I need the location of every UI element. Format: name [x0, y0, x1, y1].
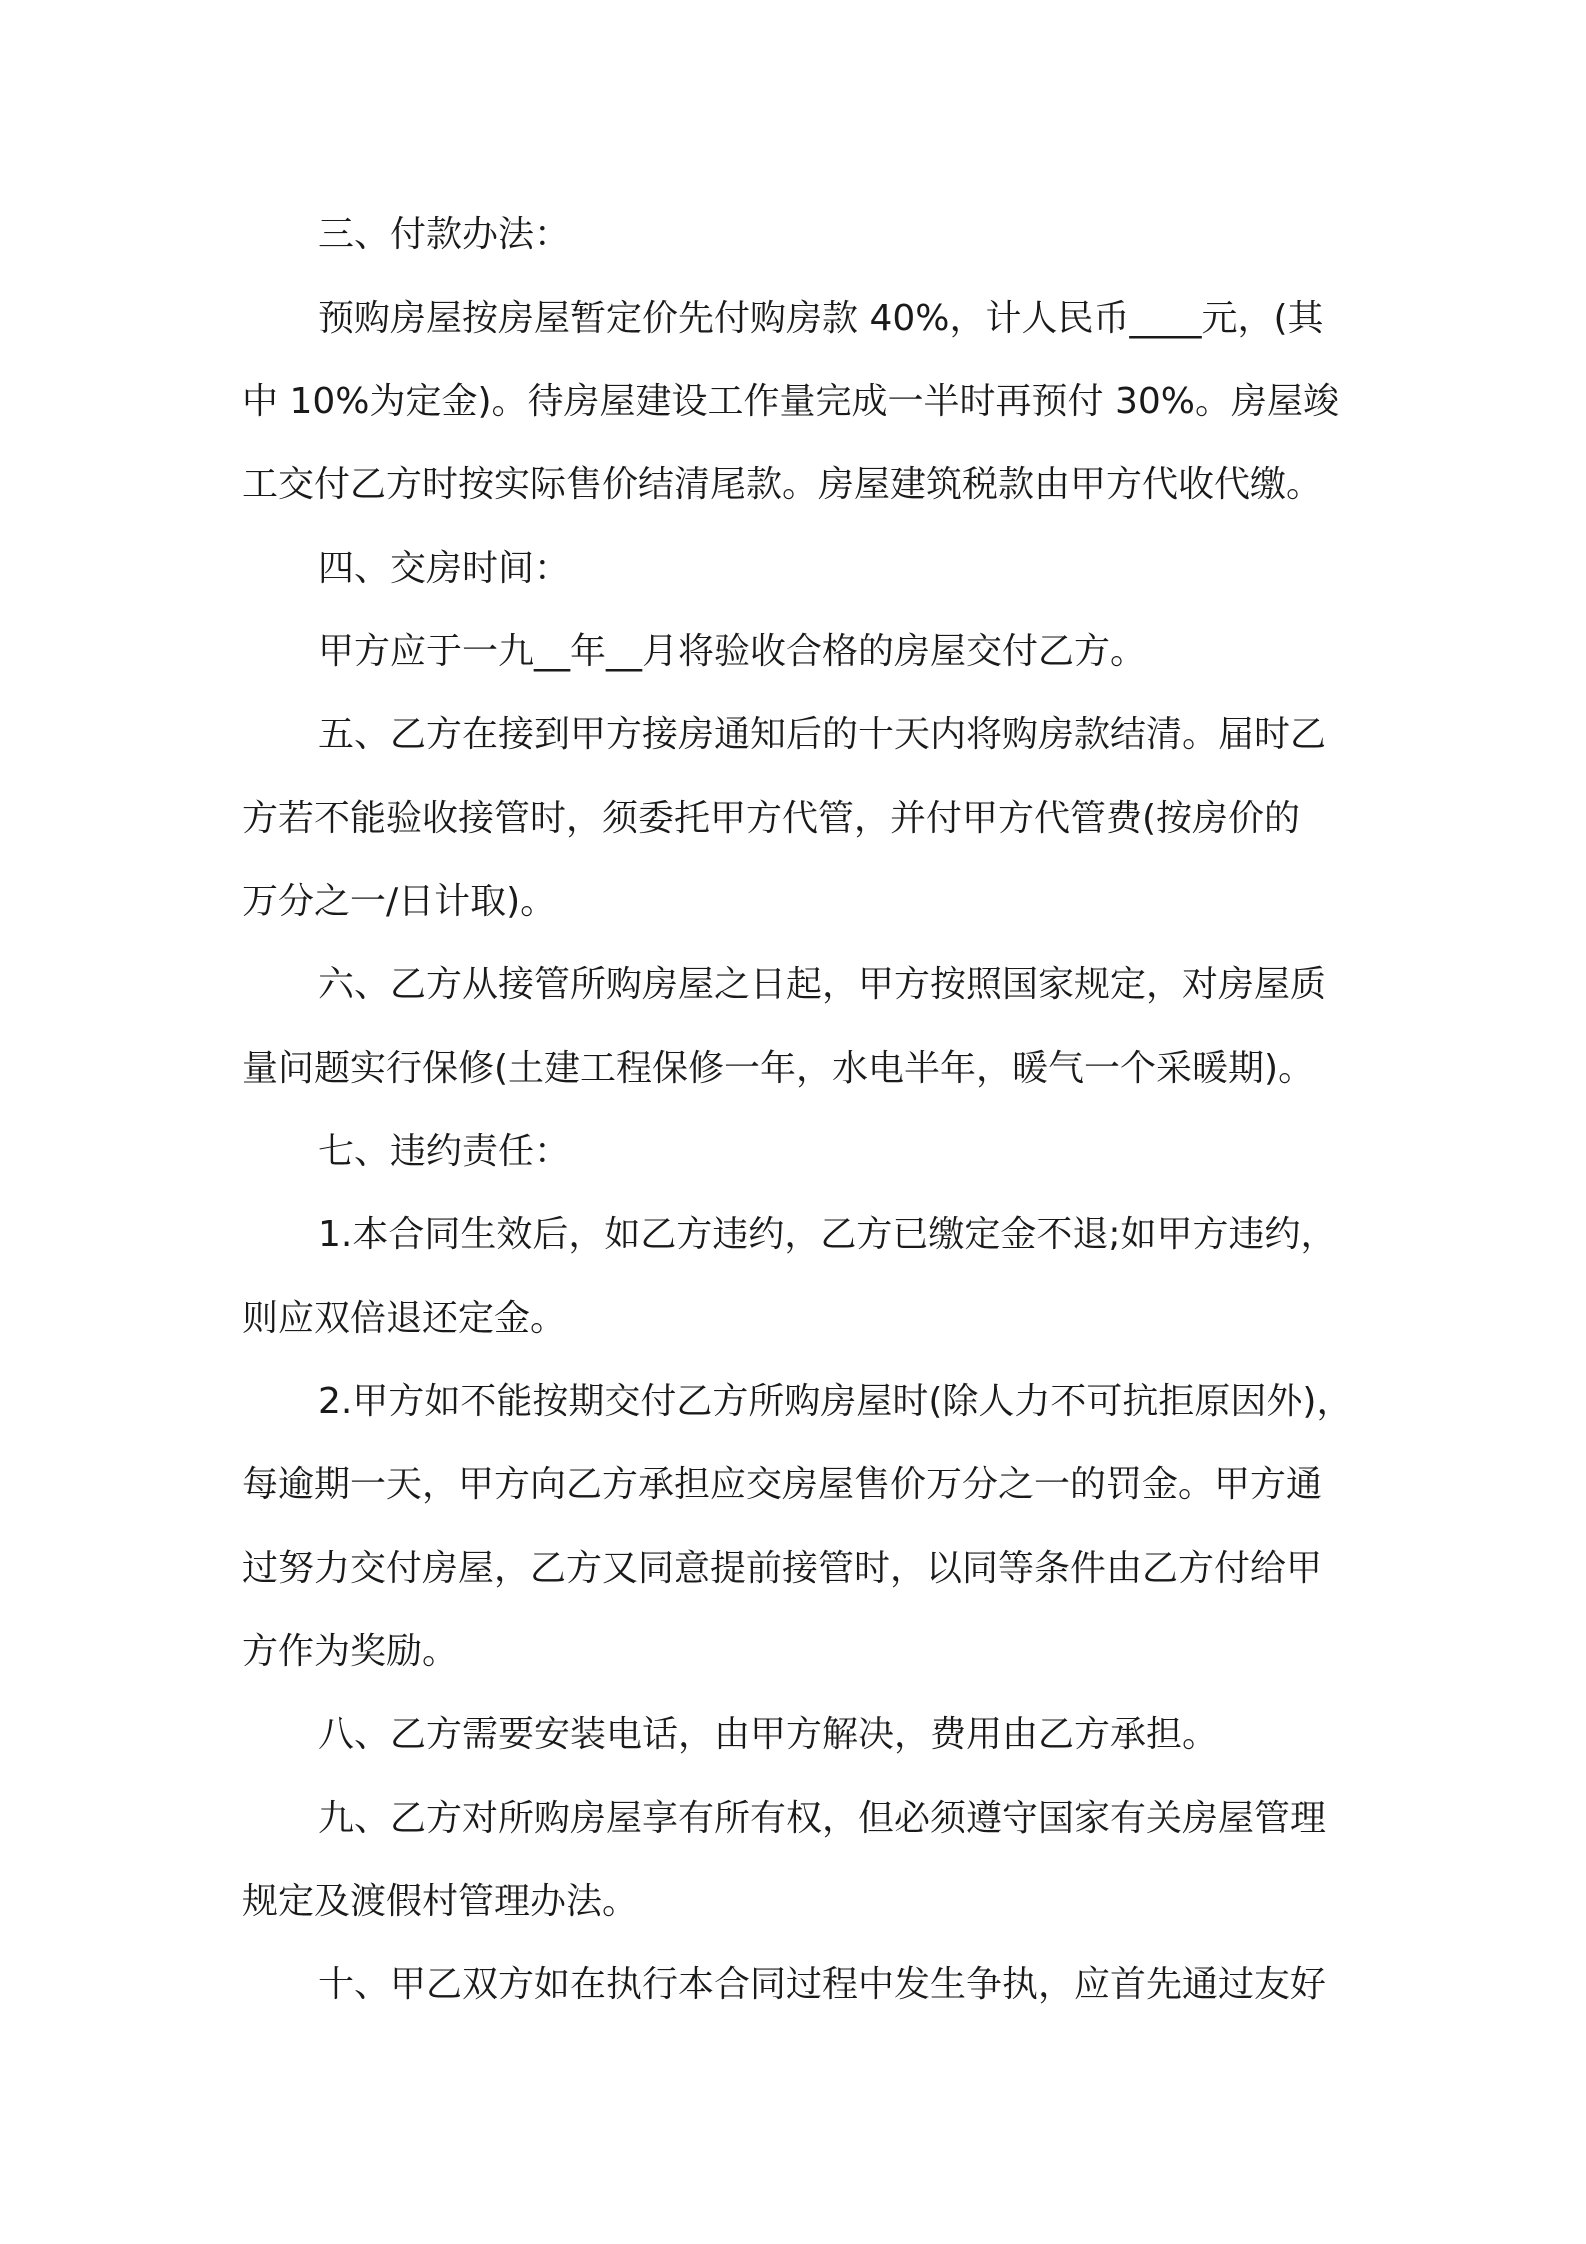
- paragraph-line: 规定及渡假村管理办法。: [242, 1881, 639, 1922]
- paragraph-line: 量问题实行保修(土建工程保修一年，水电半年，暖气一个采暖期)。: [242, 1048, 1315, 1089]
- paragraph-line: 工交付乙方时按实际售价结清尾款。房屋建筑税款由甲方代收代缴。: [242, 464, 1323, 505]
- paragraph-line: 2.甲方如不能按期交付乙方所购房屋时(除人力不可抗拒原因外)，: [318, 1381, 1353, 1422]
- paragraph-line: 十、甲乙双方如在执行本合同过程中发生争执，应首先通过友好: [318, 1964, 1327, 2005]
- paragraph-line: 方若不能验收接管时，须委托甲方代管，并付甲方代管费(按房价的: [242, 798, 1301, 839]
- section-heading-delivery-time: 四、交房时间：: [318, 548, 571, 589]
- paragraph-line: 九、乙方对所购房屋享有所有权，但必须遵守国家有关房屋管理: [318, 1798, 1327, 1839]
- paragraph-line: 五、乙方在接到甲方接房通知后的十天内将购房款结清。届时乙: [318, 714, 1327, 755]
- paragraph-line: 六、乙方从接管所购房屋之日起，甲方按照国家规定，对房屋质: [318, 964, 1327, 1005]
- paragraph-line: 八、乙方需要安装电话，由甲方解决，费用由乙方承担。: [318, 1714, 1219, 1755]
- paragraph-line: 每逾期一天，甲方向乙方承担应交房屋售价万分之一的罚金。甲方通: [242, 1464, 1323, 1505]
- paragraph-line: 过努力交付房屋，乙方又同意提前接管时，以同等条件由乙方付给甲: [242, 1548, 1323, 1589]
- paragraph-line: 中 10%为定金)。待房屋建设工作量完成一半时再预付 30%。房屋竣: [242, 381, 1339, 422]
- paragraph-line: 甲方应于一九__年__月将验收合格的房屋交付乙方。: [318, 631, 1147, 672]
- paragraph-line: 方作为奖励。: [242, 1631, 459, 1672]
- paragraph-line: 预购房屋按房屋暂定价先付购房款 40%，计人民币____元，(其: [318, 298, 1324, 339]
- section-heading-payment: 三、付款办法：: [318, 214, 571, 255]
- paragraph-line: 则应双倍退还定金。: [242, 1298, 567, 1339]
- section-heading-liability: 七、违约责任：: [318, 1131, 571, 1172]
- paragraph-line: 万分之一/日计取)。: [242, 881, 557, 922]
- paragraph-line: 1.本合同生效后，如乙方违约，乙方已缴定金不退;如甲方违约，: [318, 1214, 1337, 1255]
